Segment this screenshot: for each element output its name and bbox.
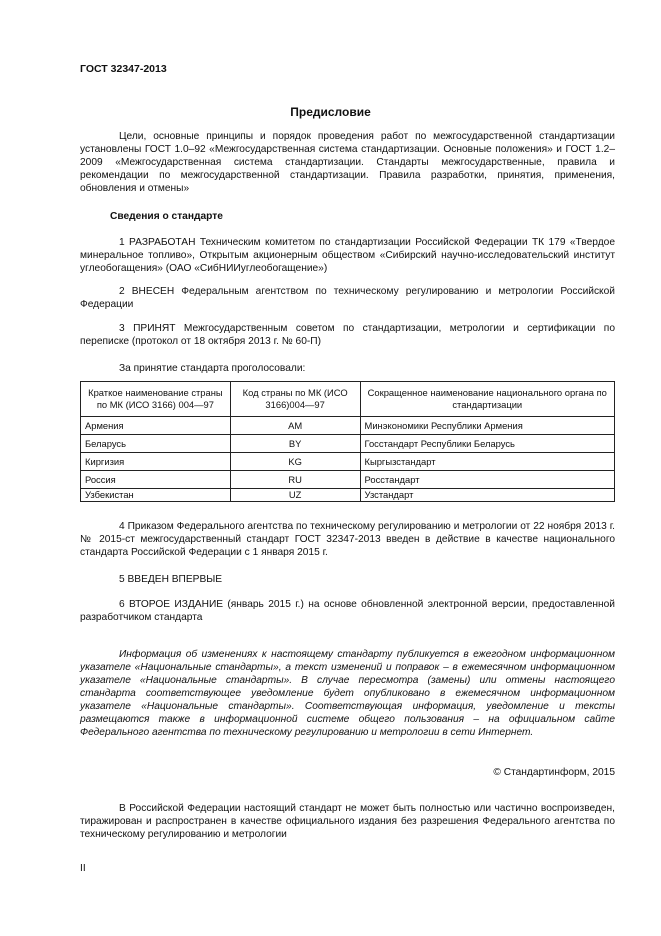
authority-cell: Минэкономики Республики Армения [360, 417, 614, 435]
item-order [80, 520, 615, 559]
votes-table [80, 381, 615, 502]
country-cell: Армения [81, 417, 231, 435]
table-row [81, 453, 615, 471]
header-country: Краткое наименование страны по МК (ИСО 3166) 004—97 [81, 382, 231, 417]
table-row [81, 471, 615, 489]
document-id: ГОСТ 32347-2013 [80, 63, 167, 75]
copyright: © Стандартинформ, 2015 [493, 767, 615, 778]
intro-text: Цели, основные принципы и порядок проведения работ по межгосударственной стандартизации установлены ГОСТ 1.0–92 «Межгосударственная система стандартизации. Основные положения» и ГОСТ 1.2–2009 «Межгосударственная система стандартизации. Стандарты межгосударственные, правила и рекомендации по межгосударственной стандартизации. Правила разработки, принятия, применения, обновления и отмены» [80, 131, 615, 194]
country-cell: Узбекистан [81, 489, 231, 502]
code-cell: RU [230, 471, 360, 489]
authority-cell: Кыргызстандарт [360, 453, 614, 471]
table-row [81, 417, 615, 435]
code-cell: BY [230, 435, 360, 453]
item-adopted-text: 3 ПРИНЯТ Межгосударственным советом по стандартизации, метрологии и сертификации по переписке (протокол от 18 октября 2013 г. № 60-П) [80, 323, 615, 347]
item-developed [80, 236, 615, 275]
voted-intro: За принятие стандарта проголосовали: [119, 363, 306, 374]
item-adopted [80, 322, 615, 348]
authority-cell: Госстандарт Республики Беларусь [360, 435, 614, 453]
table-row [81, 489, 615, 502]
legal-text: В Российской Федерации настоящий стандарт не может быть полностью или частично воспроизведен, тиражирован и распространен в качестве официального издания без разрешения Федерального агентства по техническому регулированию и метрологии [80, 803, 615, 840]
item-first: 5 ВВЕДЕН ВПЕРВЫЕ [119, 574, 223, 585]
item-edition-text: 6 ВТОРОЕ ИЗДАНИЕ (январь 2015 г.) на основе обновленной электронной версии, предоставленной разработчиком стандарта [80, 599, 615, 623]
legal-paragraph [80, 802, 615, 841]
country-cell: Беларусь [81, 435, 231, 453]
item-order-text: 4 Приказом Федерального агентства по техническому регулированию и метрологии от 22 ноября 2013 г. № 2015-ст межгосударственный стандарт ГОСТ 32347-2013 введен в действие в качестве национального стандарта Российской Федерации с 1 января 2015 г. [80, 521, 615, 558]
item-introduced [80, 285, 615, 311]
header-code: Код страны по МК (ИСО 3166)004—97 [230, 382, 360, 417]
header-authority: Сокращенное наименование национального органа по стандартизации [360, 382, 614, 417]
subheading: Сведения о стандарте [110, 211, 223, 222]
table-header-row [81, 382, 615, 417]
item-developed-text: 1 РАЗРАБОТАН Техническим комитетом по стандартизации Российской Федерации ТК 179 «Твердое минеральное топливо», Открытым акционерным обществом «Сибирский научно-исследовательский институт углеобогащения» (ОАО «СибНИИуглеобогащение») [80, 237, 615, 274]
country-cell: Россия [81, 471, 231, 489]
authority-cell: Росстандарт [360, 471, 614, 489]
country-cell: Киргизия [81, 453, 231, 471]
notice-paragraph [80, 648, 615, 739]
intro-paragraph [80, 130, 615, 195]
code-cell: KG [230, 453, 360, 471]
authority-cell: Узстандарт [360, 489, 614, 502]
notice-text: Информация об изменениях к настоящему стандарту публикуется в ежегодном информационном указателе «Национальные стандарты», а текст изменений и поправок – в ежемесячном информационном указателе «Национальные стандарты». В случае пересмотра (замены) или отмены настоящего стандарта соответствующее уведомление будет опубликовано в ежемесячном информационном указателе «Национальные стандарты». Соответствующая информация, уведомление и тексты размещаются также в информационной системе общего пользования – на официальном сайте Федерального агентства по техническому регулированию и метрологии в сети Интернет. [80, 649, 615, 738]
item-introduced-text: 2 ВНЕСЕН Федеральным агентством по техническому регулированию и метрологии Российской Федерации [80, 286, 615, 310]
code-cell: UZ [230, 489, 360, 502]
code-cell: AM [230, 417, 360, 435]
item-edition [80, 598, 615, 624]
page-title: Предисловие [290, 105, 371, 119]
table-row [81, 435, 615, 453]
page-number: II [80, 863, 86, 874]
